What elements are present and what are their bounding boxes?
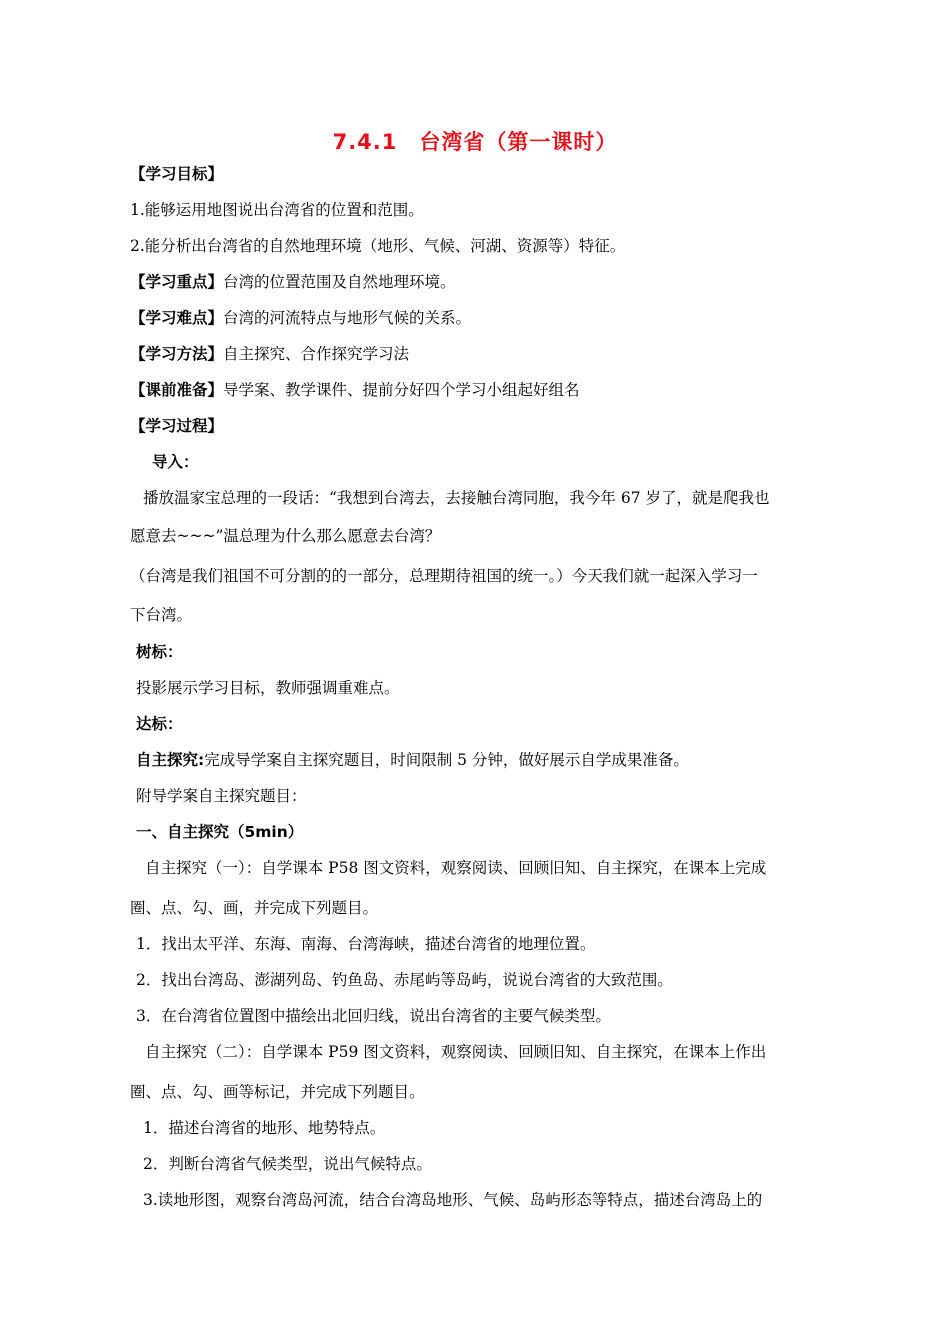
goal-1: 1.能够运用地图说出台湾省的位置和范围。 [130,201,424,219]
prep-text: 导学案、教学课件、提前分好四个学习小组起好组名 [223,381,580,399]
prep-label: 【课前准备】 [130,381,224,399]
explore-2-question-3: 3.读地形图，观察台湾岛河流，结合台湾岛地形、气候、岛屿形态等特点，描述台湾岛上的 [143,1191,763,1209]
intro-label: 导入： [152,453,199,471]
explore-2-question-2: 2．判断台湾省气候类型，说出气候特点。 [143,1155,432,1173]
intro-paragraph-2-line-1: （台湾是我们祖国不可分割的的一部分，总理期待祖国的统一。）今天我们就一起深入学习一 [130,567,758,585]
page-title: 7.4.1 台湾省（第一课时） [332,130,618,154]
key-text: 台湾的位置范围及自然地理环境。 [223,273,456,291]
attach-text: 附导学案自主探究题目： [136,787,307,805]
explore-1-question-1: 1．找出太平洋、东海、南海、台湾海峡，描述台湾省的地理位置。 [136,935,596,953]
explore-1-line-2: 圈、点、勾、画，并完成下列题目。 [130,899,379,917]
explore-1-line-1: 自主探究（一）：自学课本 P58 图文资料，观察阅读、回顾旧知、自主探究，在课本上完成 [145,859,767,877]
explore-1-question-3: 3．在台湾省位置图中描绘出北回归线，说出台湾省的主要气候类型。 [136,1007,611,1025]
method-text: 自主探究、合作探究学习法 [223,345,410,363]
explore-2-question-1: 1．描述台湾省的地形、地势特点。 [143,1119,386,1137]
difficulty-text: 台湾的河流特点与地形气候的关系。 [223,309,472,327]
intro-paragraph-1-line-1: 播放温家宝总理的一段话：“我想到台湾去，去接触台湾同胞，我今年 67 岁了，就是爬我也 [143,489,770,507]
explore-2-line-2: 圈、点、勾、画等标记，并完成下列题目。 [130,1083,425,1101]
explore-1-question-2: 2．找出台湾岛、澎湖列岛、钓鱼岛、赤尾屿等岛屿，说说台湾省的大致范围。 [136,971,673,989]
goals-heading: 【学习目标】 [130,165,224,183]
explore-text: 完成导学案自主探究题目，时间限制 5 分钟，做好展示自学成果准备。 [204,751,689,769]
intro-paragraph-2-line-2: 下台湾。 [130,606,193,624]
difficulties [130,308,471,328]
methods [130,344,409,364]
section-1-heading: 一、自主探究（5min） [136,823,304,841]
explore-instruction [136,750,689,770]
intro-paragraph-1-line-2: 愿意去~~~”温总理为什么那么愿意去台湾？ [130,527,441,545]
process-heading: 【学习过程】 [130,417,224,435]
shubiao-label: 树标： [136,643,183,661]
dabiao-label: 达标： [136,715,183,733]
method-label: 【学习方法】 [130,345,224,363]
explore-label: 自主探究: [136,751,205,769]
preparation [130,380,580,400]
explore-2-line-1: 自主探究（二）：自学课本 P59 图文资料，观察阅读、回顾旧知、自主探究，在课本上作出 [145,1043,767,1061]
shubiao-text: 投影展示学习目标，教师强调重难点。 [136,679,400,697]
key-label: 【学习重点】 [130,273,224,291]
goal-2: 2.能分析出台湾省的自然地理环境（地形、气候、河湖、资源等）特征。 [130,237,626,255]
difficulty-label: 【学习难点】 [130,309,224,327]
key-points [130,272,456,292]
